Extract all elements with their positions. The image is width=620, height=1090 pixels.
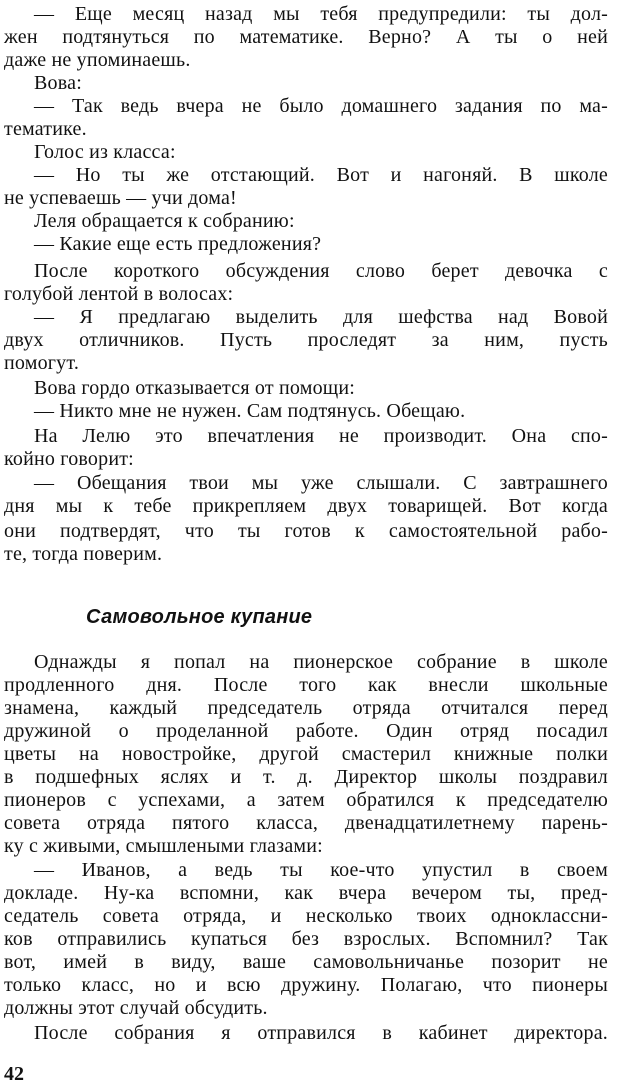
text-line: — Так ведь вчера не было домашнего задания по ма-	[34, 95, 608, 117]
text-line: Вова гордо отказывается от помощи:	[34, 377, 356, 399]
text-line: продленного дня. После того как внесли школьные	[4, 674, 608, 696]
text-line: голубой лентой в волосах:	[4, 283, 234, 305]
text-line: они подтвердят, что ты готов к самостоятельной рабо-	[4, 520, 608, 542]
text-line: те, тогда поверим.	[4, 543, 163, 565]
text-line: должны этот случай обсудить.	[4, 997, 268, 1019]
text-line: Леля обращается к собранию:	[34, 210, 295, 232]
section-heading: Самовольное купание	[86, 606, 313, 628]
text-line: докладе. Ну-ка вспомни, как вчера вечером ты, пред-	[4, 882, 608, 904]
text-line: После собрания я отправился в кабинет директора.	[34, 1022, 608, 1044]
text-line: седатель совета отряда, и несколько твоих одноклассни-	[4, 905, 608, 927]
text-line: — Иванов, а ведь ты кое-что упустил в своем	[34, 859, 608, 881]
text-line: — Обещания твои мы уже слышали. С завтрашнего	[34, 472, 608, 494]
text-line: — Какие еще есть предложения?	[34, 233, 322, 255]
text-line: На Лелю это впечатления не производит. Она спо-	[34, 425, 608, 447]
page-number: 42	[4, 1063, 24, 1085]
text-line: двух отличников. Пусть проследят за ним, пусть	[4, 329, 608, 351]
text-line: — Но ты же отстающий. Вот и нагоняй. В школе	[34, 164, 608, 186]
text-line: Вова:	[34, 72, 82, 94]
text-line: дня мы к тебе прикрепляем двух товарищей. Вот когда	[4, 495, 608, 517]
text-line: в подшефных яслях и т. д. Директор школы поздравил	[4, 766, 608, 788]
text-line: знамена, каждый председатель отряда отчитался перед	[4, 697, 608, 719]
text-line: совета отряда пятого класса, двенадцатилетнему парень-	[4, 812, 608, 834]
text-line: Однажды я попал на пионерское собрание в школе	[34, 651, 608, 673]
text-line: пионеров с успехами, а затем обратился к председателю	[4, 789, 608, 811]
text-line: не успеваешь — учи дома!	[4, 187, 237, 209]
text-line: После короткого обсуждения слово берет девочка с	[34, 260, 608, 282]
text-line: даже не упоминаешь.	[4, 49, 191, 71]
text-line: Голос из класса:	[34, 141, 176, 163]
text-line: цветы на новостройке, другой смастерил книжные полки	[4, 743, 608, 765]
text-line: — Я предлагаю выделить для шефства над Вовой	[34, 306, 608, 328]
text-line: тематике.	[4, 118, 87, 140]
text-line: дружиной о проделанной работе. Один отряд посадил	[4, 720, 608, 742]
text-line: ку с живыми, смышлеными глазами:	[4, 835, 323, 857]
text-line: жен подтянуться по математике. Верно? А ты о ней	[4, 26, 608, 48]
text-line: вот, имей в виду, ваше самовольничанье позорит не	[4, 951, 608, 973]
text-line: койно говорит:	[4, 448, 134, 470]
text-line: — Еще месяц назад мы тебя предупредили: ты дол-	[34, 3, 608, 25]
text-line: помогут.	[4, 352, 80, 374]
text-line: — Никто мне не нужен. Сам подтянусь. Обещаю.	[34, 400, 466, 422]
text-line: только класс, но и всю дружину. Полагаю, что пионеры	[4, 974, 608, 996]
text-line: ков отправились купаться без взрослых. Вспомнил? Так	[4, 928, 608, 950]
